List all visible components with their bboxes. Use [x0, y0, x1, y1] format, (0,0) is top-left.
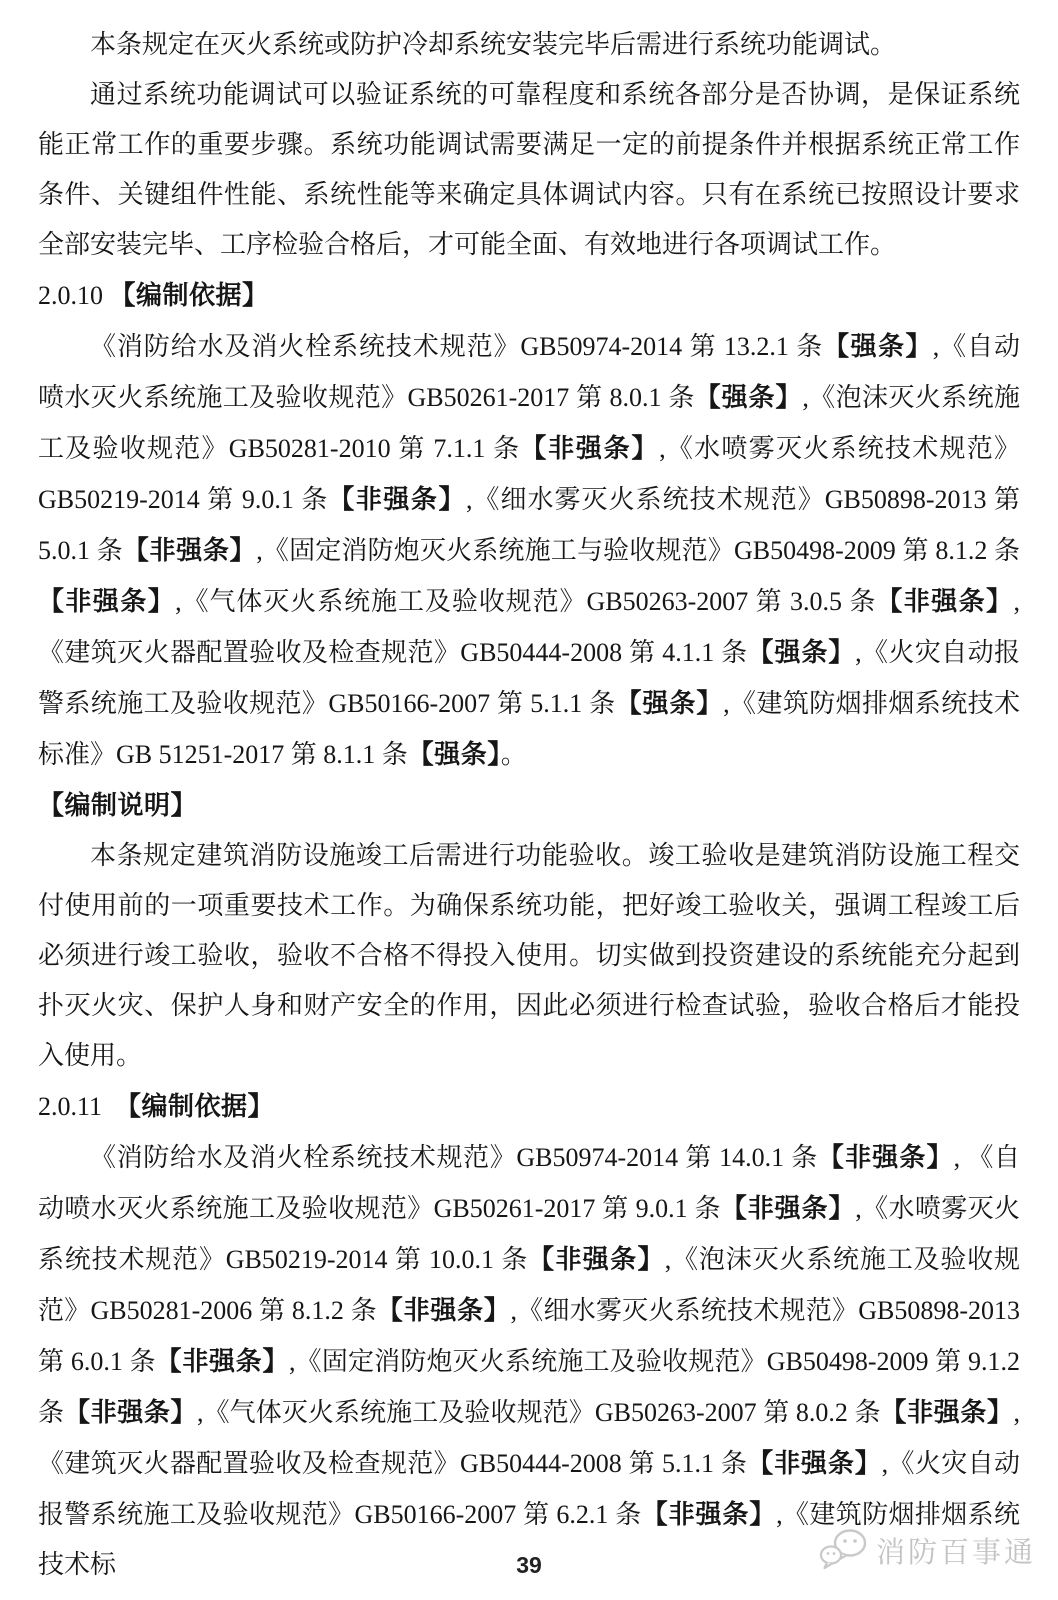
- paragraph-basis-2-0-10: 《消防给水及消火栓系统技术规范》GB50974-2014 第 13.2.1 条【强条】,《自动喷水灭火系统施工及验收规范》GB50261-2017 第 8.0.1 条【强条】,《泡沫灭火系统施工及验收规范》GB50281-2010 第 7.1.1 条【非强条】,《水喷雾灭火系统技术规范》GB50219-2014 第 9.0.1 条【非强条】,《细水雾灭火系统技术规范》GB50898-2013 第 5.0.1 条【非强条】,《固定消防炮灭火系统施工与验收规范》GB50498-2009 第 8.1.2 条【非强条】,《气体灭火系统施工及验收规范》GB50263-2007 第 3.0.5 条【非强条】,《建筑灭火器配置验收及检查规范》GB50444-2008 第 4.1.1 条【强条】,《火灾自动报警系统施工及验收规范》GB50166-2007 第 5.1.1 条【强条】,《建筑防烟排烟系统技术标准》GB 51251-2017 第 8.1.1 条【强条】。: [38, 331, 1020, 769]
- document-body: [38, 20, 1020, 1590]
- section-heading-2-0-10: 2.0.10 【编制依据】: [38, 280, 269, 310]
- paragraph-debug-scope: 本条规定在灭火系统或防护冷却系统安装完毕后需进行系统功能调试。: [90, 30, 897, 59]
- section-heading-explanation: 【编制说明】: [38, 790, 198, 820]
- watermark-text: 消防百事通: [875, 1536, 1036, 1569]
- page-number: 39: [516, 1552, 542, 1578]
- paragraph-debug-explanation: 通过系统功能调试可以验证系统的可靠程度和系统各部分是否协调，是保证系统能正常工作的重要步骤。系统功能调试需要满足一定的前提条件并根据系统正常工作条件、关键组件性能、系统性能等来确定具体调试内容。只有在系统已按照设计要求全部安装完毕、工序检验合格后，才可能全面、有效地进行各项调试工作。: [38, 80, 1020, 259]
- section-heading-2-0-11: 2.0.11 【编制依据】: [38, 1091, 275, 1121]
- paragraph-acceptance-explanation: 本条规定建筑消防设施竣工后需进行功能验收。竣工验收是建筑消防设施工程交付使用前的一项重要技术工作。为确保系统功能，把好竣工验收关，强调工程竣工后必须进行竣工验收，验收不合格不得投入使用。切实做到投资建设的系统能充分起到扑灭火灾、保护人身和财产安全的作用，因此必须进行检查试验，验收合格后才能投入使用。: [38, 841, 1020, 1070]
- paragraph-basis-2-0-11: 《消防给水及消火栓系统技术规范》GB50974-2014 第 14.0.1 条【非强条】, 《自动喷水灭火系统施工及验收规范》GB50261-2017 第 9.0.1 条【非强条】,《水喷雾灭火系统技术规范》GB50219-2014 第 10.0.1 条【非强条】,《泡沫灭火系统施工及验收规范》GB50281-2006 第 8.1.2 条【非强条】,《细水雾灭火系统技术规范》GB50898-2013 第 6.0.1 条【非强条】,《固定消防炮灭火系统施工及验收规范》GB50498-2009 第 9.1.2 条【非强条】,《气体灭火系统施工及验收规范》GB50263-2007 第 8.0.2 条【非强条】,《建筑灭火器配置验收及检查规范》GB50444-2008 第 5.1.1 条【非强条】,《火灾自动报警系统施工及验收规范》GB50166-2007 第 6.2.1 条【非强条】,《建筑防烟排烟系统技术标: [38, 1142, 1020, 1579]
